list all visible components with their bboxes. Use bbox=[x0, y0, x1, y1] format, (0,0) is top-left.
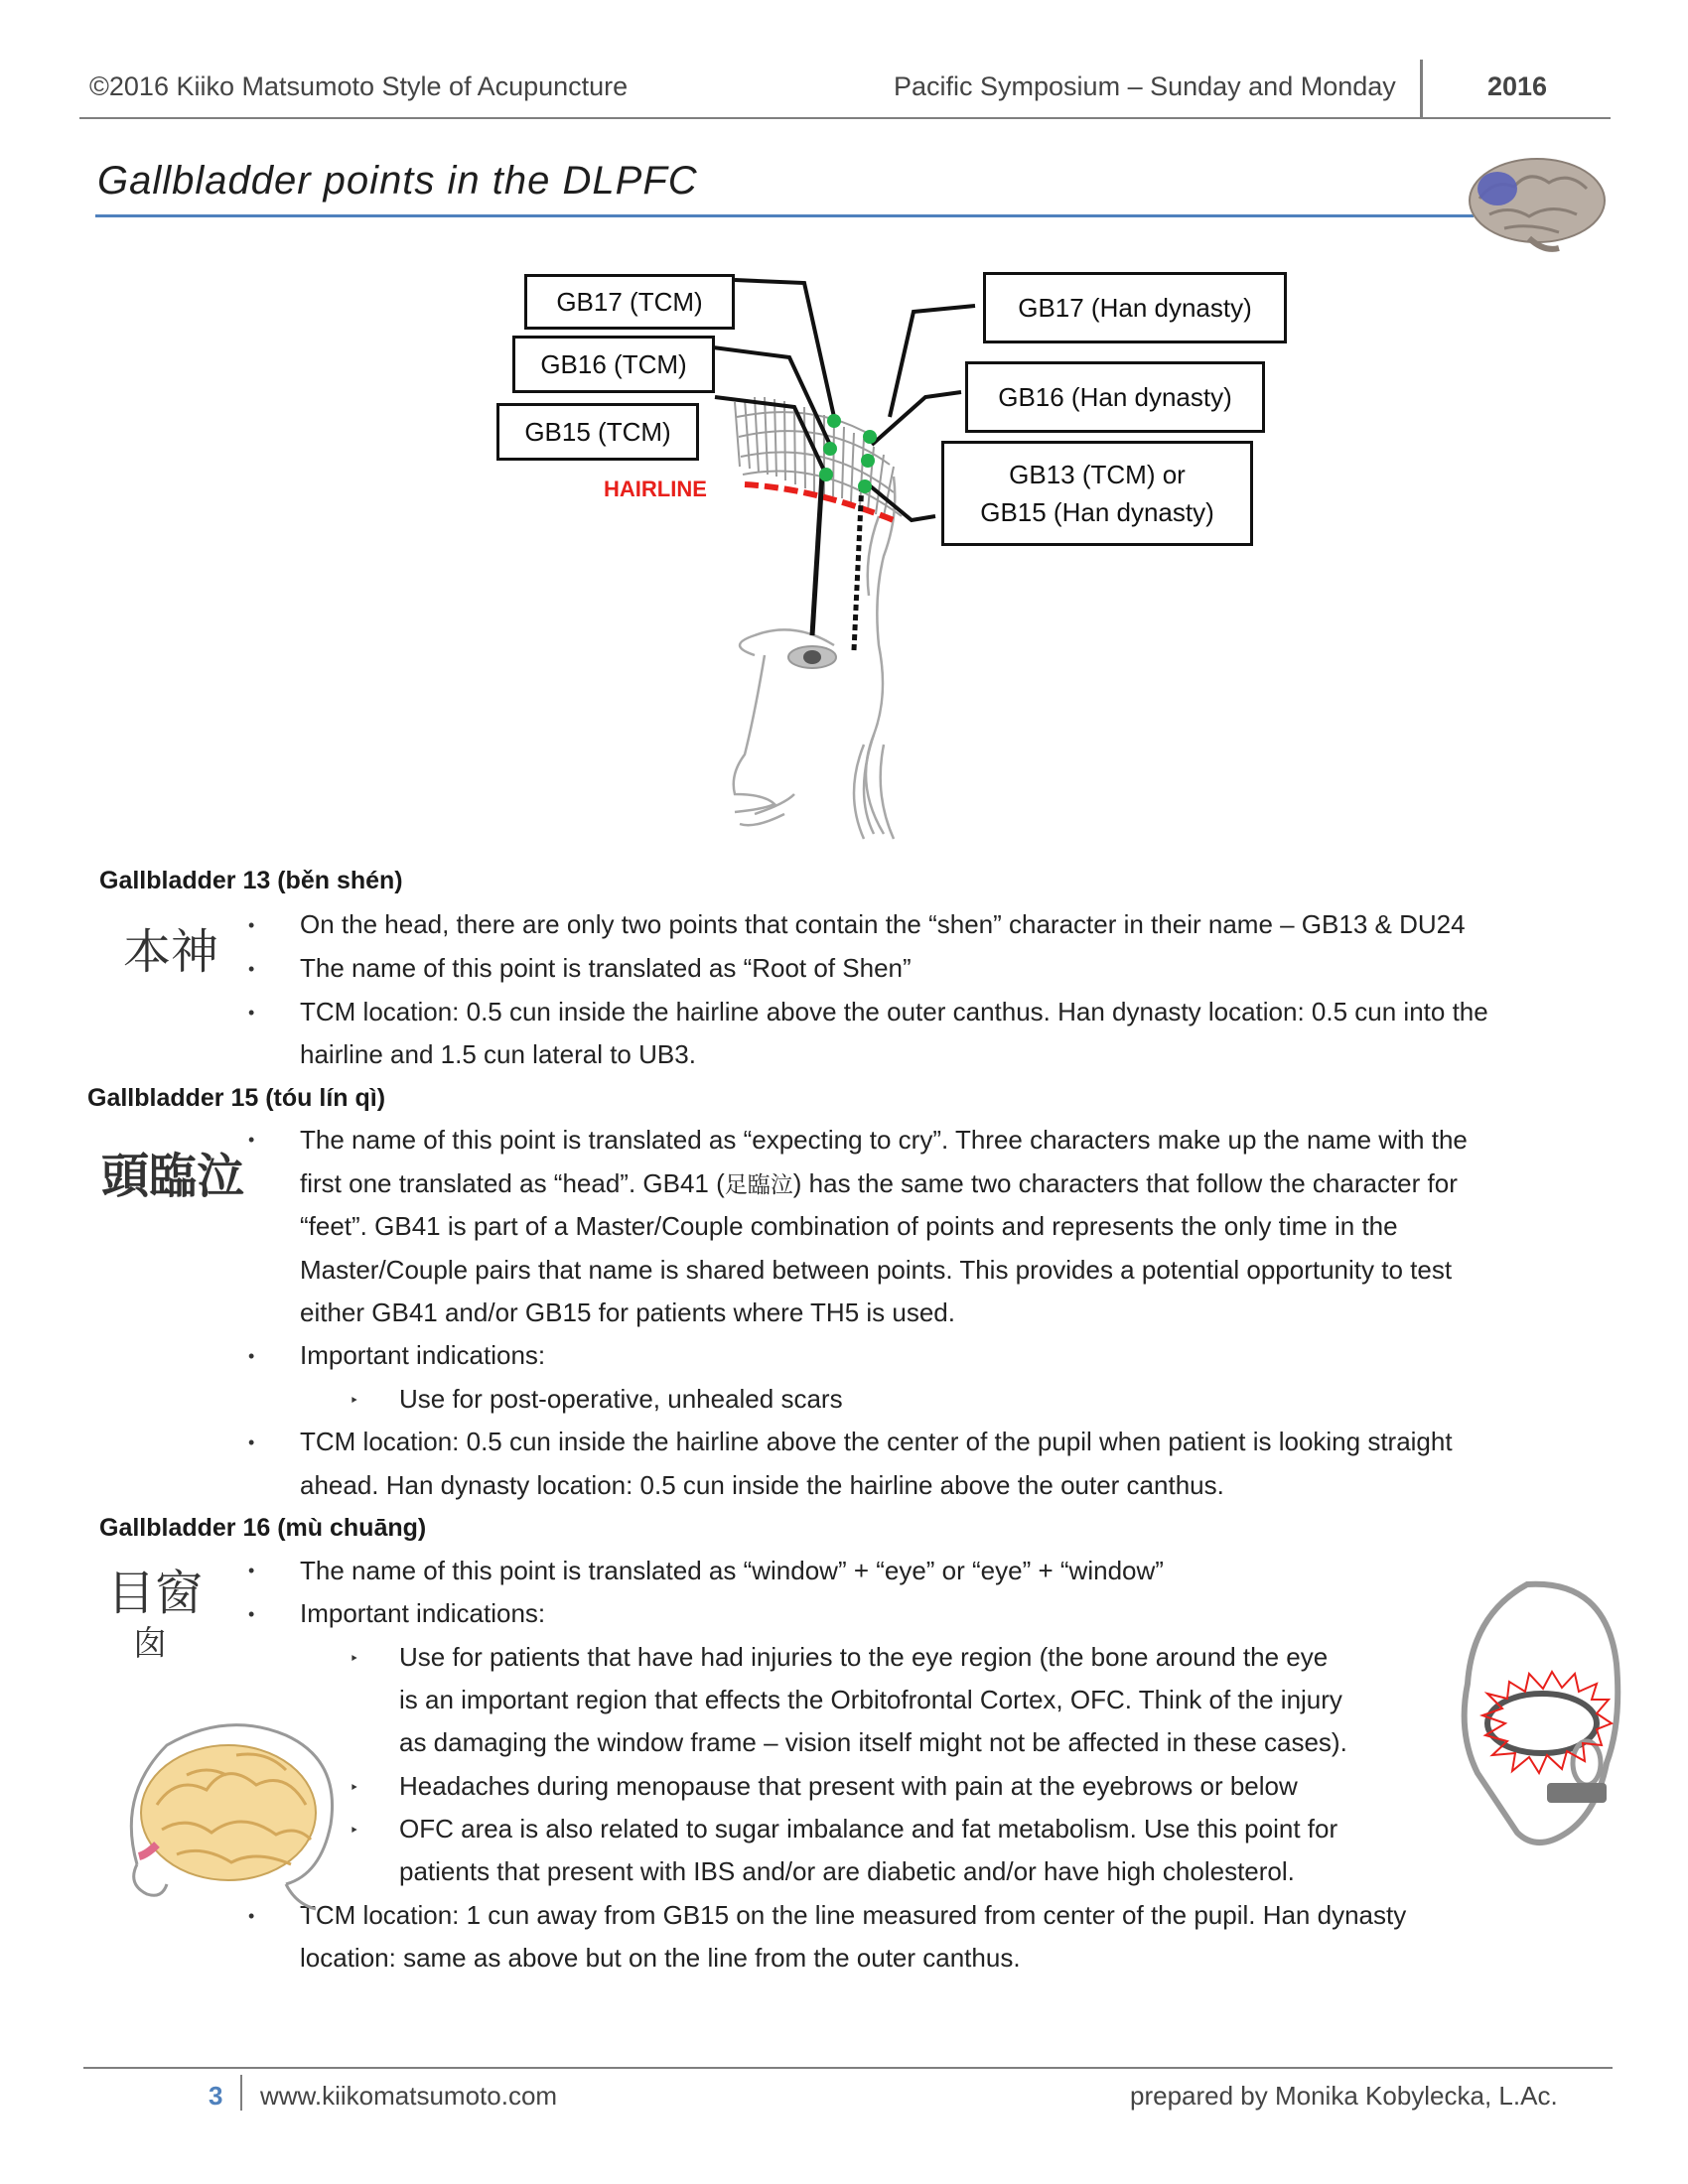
gb15-para-line4: Master/Couple pairs that name is shared between points. This provides a potential opportunity to test bbox=[300, 1255, 1453, 1285]
label-gb13-line2: GB15 (Han dynasty) bbox=[980, 497, 1214, 527]
page-number: 3 bbox=[209, 2081, 223, 2111]
pupil bbox=[803, 650, 821, 664]
gb15-para-line2b: ) has the same two characters that follow the character for bbox=[792, 1168, 1458, 1198]
gb15-indications-label: Important indications: bbox=[300, 1340, 546, 1370]
header-divider bbox=[1420, 60, 1423, 119]
gb13-bullet-3-line2: hairline and 1.5 cun lateral to UB3. bbox=[300, 1039, 696, 1069]
gb15-para-line3: “feet”. GB41 is part of a Master/Couple combination of points and represents the only time in the bbox=[300, 1211, 1398, 1241]
bullet: • bbox=[248, 1604, 255, 1624]
arrow-bullet: ‣ bbox=[350, 1651, 359, 1668]
gb16-location-line1: TCM location: 1 cun away from GB15 on the line measured from center of the pupil. Han dynasty bbox=[300, 1900, 1407, 1930]
brain-thumbnail-image bbox=[1460, 149, 1609, 258]
title-underline bbox=[95, 214, 1474, 217]
gb15-location-line1: TCM location: 0.5 cun inside the hairline above the center of the pupil when patient is looking straight bbox=[300, 1427, 1453, 1456]
gb16-indication-1-line1: Use for patients that have had injuries to the eye region (the bone around the eye bbox=[399, 1642, 1329, 1672]
gb15-heading: Gallbladder 15 (tóu lín qì) bbox=[87, 1084, 386, 1112]
label-gb15-tcm: GB15 (TCM) bbox=[496, 403, 699, 461]
gb41-characters: 足臨泣 bbox=[724, 1172, 793, 1198]
gb16-indication-3-line2: patients that present with IBS and/or are diabetic and/or have high cholesterol. bbox=[399, 1856, 1295, 1886]
bullet: • bbox=[248, 1561, 255, 1580]
gb16-indication-1-line3: as damaging the window frame – vision itself might not be affected in these cases). bbox=[399, 1727, 1347, 1757]
gb15-para-line5: either GB41 and/or GB15 for patients where TH5 is used. bbox=[300, 1297, 955, 1327]
gb16-indication-3-line1: OFC area is also related to sugar imbalance and fat metabolism. Use this point for bbox=[399, 1814, 1338, 1843]
gb16-heading: Gallbladder 16 (mù chuāng) bbox=[99, 1514, 427, 1542]
bullet: • bbox=[248, 1130, 255, 1150]
bullet: • bbox=[248, 915, 255, 935]
bullet: • bbox=[248, 1003, 255, 1023]
label-gb13-tcm-gb15-han bbox=[941, 441, 1253, 546]
gb16-location-line2: location: same as above but on the line from the outer canthus. bbox=[300, 1943, 1021, 1973]
hairline-label: HAIRLINE bbox=[604, 477, 707, 501]
gb15-location-line2: ahead. Han dynasty location: 0.5 cun inside the hairline above the outer canthus. bbox=[300, 1470, 1224, 1500]
footer-rule bbox=[83, 2067, 1613, 2069]
bullet: • bbox=[248, 1346, 255, 1366]
label-gb16-tcm: GB16 (TCM) bbox=[512, 336, 715, 393]
label-gb13-line1: GB13 (TCM) or bbox=[1009, 460, 1186, 489]
gb13-bullet-1: On the head, there are only two points that contain the “shen” character in their name – GB13 & DU24 bbox=[300, 909, 1466, 939]
gb13-bullet-2: The name of this point is translated as “Root of Shen” bbox=[300, 953, 912, 983]
footer-prepared-by: prepared by Monika Kobylecka, L.Ac. bbox=[1130, 2081, 1558, 2111]
header-left: ©2016 Kiiko Matsumoto Style of Acupuncture bbox=[89, 71, 629, 101]
gb16-indication-1-line2: is an important region that effects the Orbitofrontal Cortex, OFC. Think of the injury bbox=[399, 1685, 1342, 1714]
gb16-characters: 目窗 bbox=[107, 1566, 204, 1621]
gb13-characters: 本神 bbox=[123, 924, 219, 980]
gb15-para-line2a: first one translated as “head”. GB41 ( bbox=[300, 1168, 725, 1198]
gb13-heading: Gallbladder 13 (běn shén) bbox=[99, 867, 403, 894]
label-gb17-tcm: GB17 (TCM) bbox=[524, 274, 735, 330]
bullet: • bbox=[248, 1906, 255, 1926]
label-gb16-han: GB16 (Han dynasty) bbox=[965, 361, 1265, 433]
gb16-character-variant: 囱 bbox=[133, 1624, 167, 1664]
page-title: Gallbladder points in the DLPFC bbox=[97, 159, 698, 203]
gb15-indication-1: Use for post-operative, unhealed scars bbox=[399, 1384, 843, 1414]
skull-orbit-illustration bbox=[1458, 1574, 1626, 1872]
bullet: • bbox=[248, 1433, 255, 1452]
pupil-line bbox=[812, 475, 822, 635]
header-center: Pacific Symposium – Sunday and Monday bbox=[894, 71, 1396, 101]
arrow-bullet: ‣ bbox=[350, 1393, 359, 1410]
gb15-characters: 頭臨泣 bbox=[101, 1149, 245, 1204]
footer-divider bbox=[240, 2075, 242, 2111]
arrow-bullet: ‣ bbox=[350, 1823, 359, 1840]
header-year: 2016 bbox=[1487, 71, 1548, 101]
gb13-bullet-3-line1: TCM location: 0.5 cun inside the hairline above the outer canthus. Han dynasty location: 0.5 cun into the bbox=[300, 997, 1488, 1026]
gb16-bullet-1: The name of this point is translated as “window” + “eye” or “eye” + “window” bbox=[300, 1556, 1164, 1585]
gb15-para-line1: The name of this point is translated as “expecting to cry”. Three characters make up the name with the bbox=[300, 1125, 1468, 1155]
arrow-bullet: ‣ bbox=[350, 1780, 359, 1797]
label-gb17-han: GB17 (Han dynasty) bbox=[983, 272, 1287, 343]
gb16-indications-label: Important indications: bbox=[300, 1598, 546, 1628]
brain-ofc-illustration bbox=[117, 1715, 346, 1914]
acupoints bbox=[819, 414, 877, 493]
gb15-para-line2 bbox=[300, 1162, 1458, 1208]
footer-url-link[interactable]: www.kiikomatsumoto.com bbox=[260, 2081, 558, 2111]
gb16-indication-2: Headaches during menopause that present with pain at the eyebrows or below bbox=[399, 1771, 1298, 1801]
header-rule bbox=[79, 117, 1611, 119]
bullet: • bbox=[248, 959, 255, 979]
